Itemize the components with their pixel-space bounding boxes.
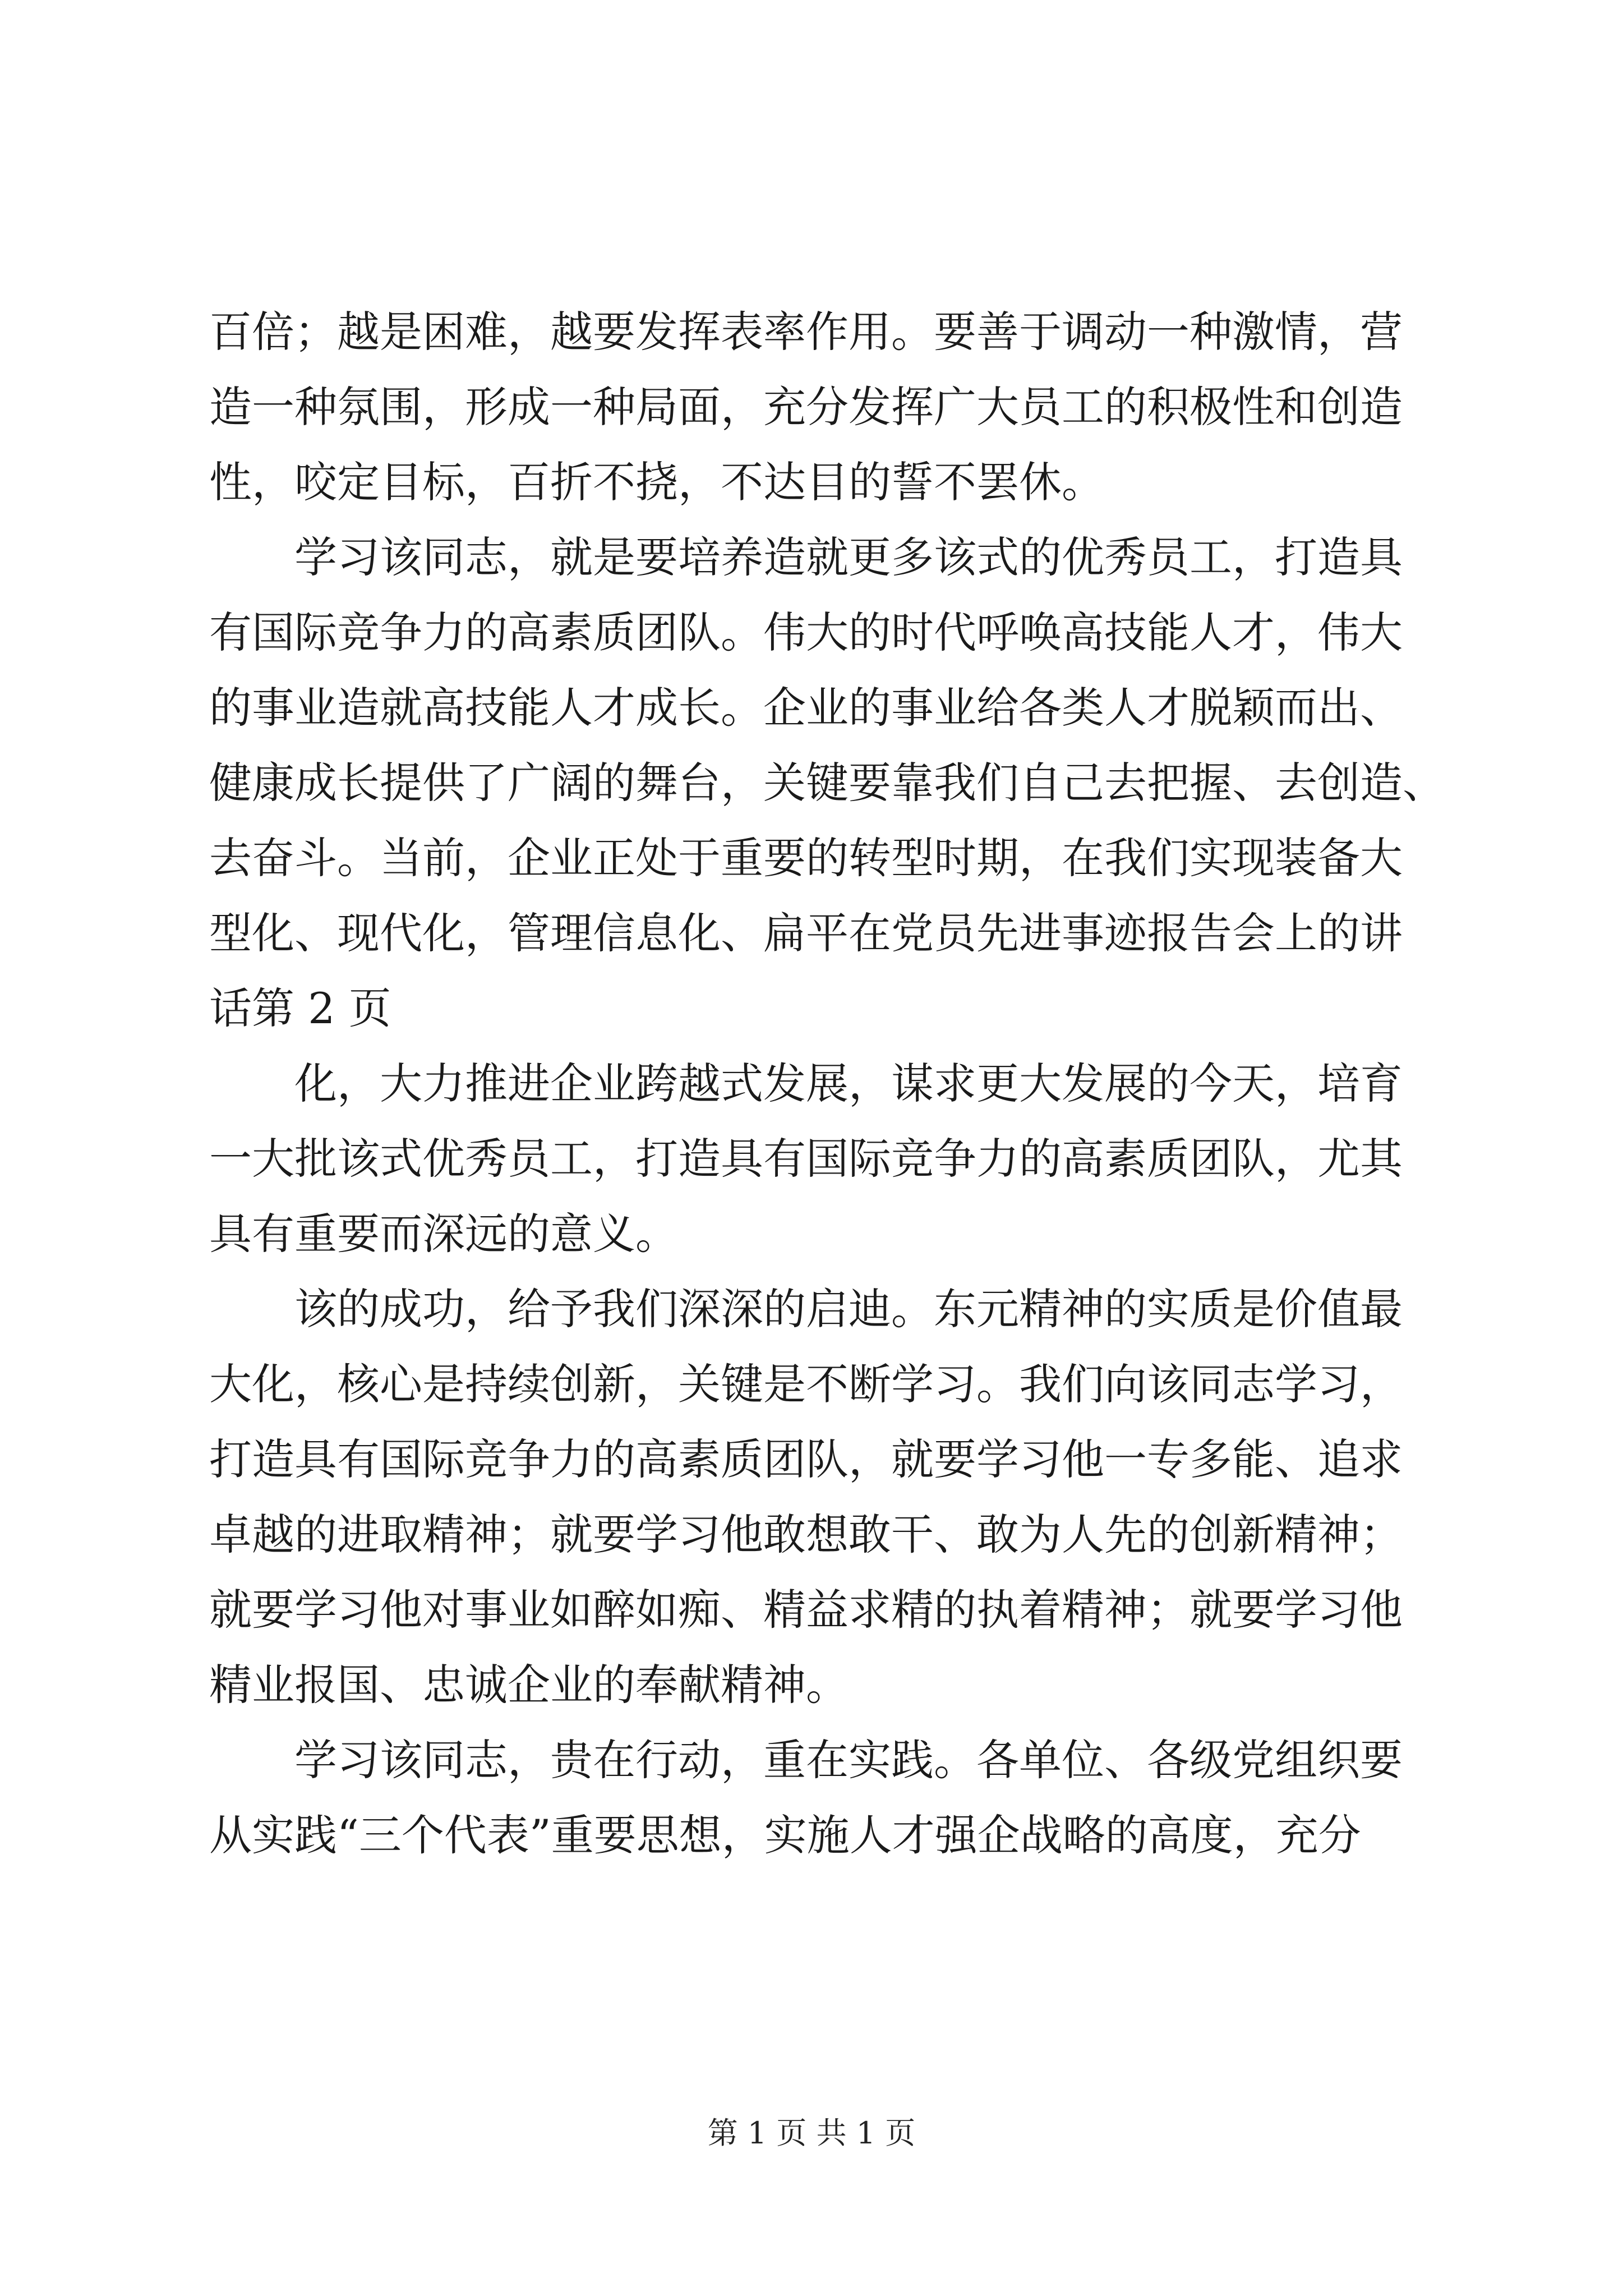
- text-line: 健康成长提供了广阔的舞台，关键要靠我们自己去把握、去创造、: [209, 758, 1445, 808]
- text-line: 去奋斗。当前，企业正处于重要的转型时期，在我们实现装备大: [209, 833, 1403, 883]
- document-body: [209, 295, 1443, 1873]
- text-line: 该的成功，给予我们深深的启迪。东元精神的实质是价值最: [209, 1284, 1403, 1334]
- text-line: 有国际竞争力的高素质团队。伟大的时代呼唤高技能人才，伟大: [209, 608, 1403, 657]
- text-line: 性，咬定目标，百折不挠，不达目的誓不罢休。: [209, 457, 1104, 507]
- text-line: 就要学习他对事业如醉如痴、精益求精的执着精神；就要学习他: [209, 1585, 1403, 1635]
- page-footer: 第 1 页 共 1 页: [707, 2115, 916, 2151]
- text-line: 学习该同志，贵在行动，重在实践。各单位、各级党组织要: [209, 1735, 1403, 1785]
- text-line: 打造具有国际竞争力的高素质团队，就要学习他一专多能、追求: [209, 1434, 1403, 1484]
- text-line: 精业报国、忠诚企业的奉献精神。: [209, 1660, 849, 1710]
- text-line: 卓越的进取精神；就要学习他敢想敢干、敢为人先的创新精神；: [209, 1510, 1403, 1559]
- text-line: 大化，核心是持续创新，关键是不断学习。我们向该同志学习，: [209, 1359, 1403, 1409]
- text-line: 百倍；越是困难，越要发挥表率作用。要善于调动一种激情，营: [209, 307, 1403, 357]
- text-line: 造一种氛围，形成一种局面，充分发挥广大员工的积极性和创造: [209, 382, 1403, 432]
- text-line: 一大批该式优秀员工，打造具有国际竞争力的高素质团队，尤其: [209, 1134, 1403, 1184]
- text-line: 的事业造就高技能人才成长。企业的事业给各类人才脱颖而出、: [209, 683, 1403, 733]
- text-line: 型化、现代化，管理信息化、扁平在党员先进事迹报告会上的讲: [209, 908, 1403, 958]
- text-line: 化，大力推进企业跨越式发展，谋求更大发展的今天，培育: [209, 1059, 1403, 1108]
- text-line: 具有重要而深远的意义。: [209, 1209, 678, 1259]
- text-line: 学习该同志，就是要培养造就更多该式的优秀员工，打造具: [209, 532, 1403, 582]
- text-line: 从实践“三个代表”重要思想，实施人才强企战略的高度，充分: [209, 1810, 1361, 1860]
- text-line: 话第 2 页: [209, 983, 391, 1033]
